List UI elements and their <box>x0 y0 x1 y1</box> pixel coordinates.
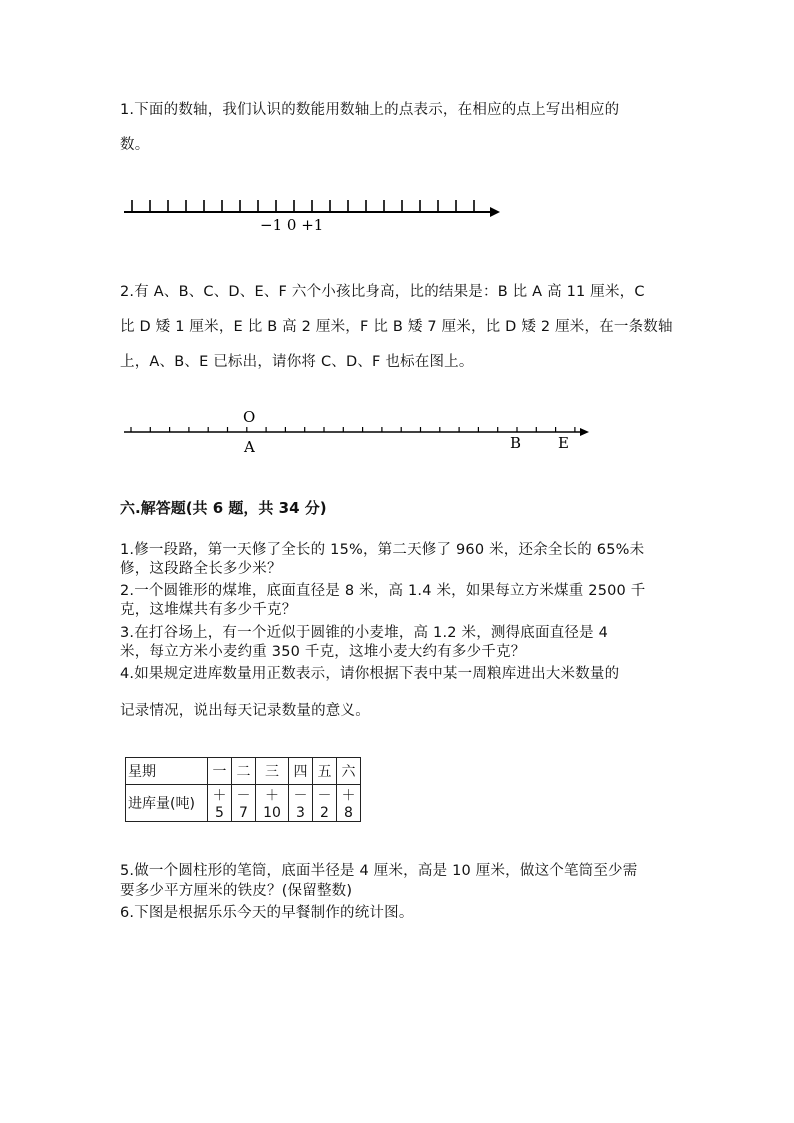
problem-1-line1: 1.修一段路，第一天修了全长的 15%，第二天修了 960 米，还余全长的 65%未 <box>120 542 645 558</box>
number-line-1 <box>118 193 508 238</box>
problem-5-line2: 要多少平方厘米的铁皮？(保留整数) <box>120 883 353 899</box>
table-value-cell: －3 <box>289 785 313 822</box>
table-value-cell: ＋8 <box>337 785 361 822</box>
table-day-cell: 五 <box>313 758 337 785</box>
problem-6-line1: 6.下图是根据乐乐今天的早餐制作的统计图。 <box>120 905 414 921</box>
problem-5-line1: 5.做一个圆柱形的笔筒，底面半径是 4 厘米，高是 10 厘米，做这个笔筒至少需 <box>120 863 638 879</box>
number-line-1-arrow <box>490 207 500 217</box>
q1-text-line2: 数。 <box>120 137 150 153</box>
problem-1-line2: 修，这段路全长多少米？ <box>120 561 282 577</box>
q1-text-line1: 1.下面的数轴，我们认识的数能用数轴上的点表示，在相应的点上写出相应的 <box>120 102 620 118</box>
q2-text-line3: 上，A、B、E 已标出，请你将 C、D、F 也标在图上。 <box>120 354 474 370</box>
number-line-1-ticks <box>132 200 474 212</box>
table-day-cell: 六 <box>337 758 361 785</box>
table-day-cell: 四 <box>289 758 313 785</box>
point-e-label: E <box>558 434 569 452</box>
number-line-1-label: −1 0 +1 <box>260 216 324 234</box>
grain-record-table <box>125 757 361 822</box>
table-value-cell: －2 <box>313 785 337 822</box>
q2-text-line2: 比 D 矮 1 厘米，E 比 B 高 2 厘米，F 比 B 矮 7 厘米，比 D 矮 2 厘米，在一条数轴 <box>120 319 673 335</box>
table-value-cell: ＋10 <box>256 785 289 822</box>
problem-2-line2: 克，这堆煤共有多少千克？ <box>120 602 297 618</box>
problem-3-line2: 米，每立方米小麦约重 350 千克，这堆小麦大约有多少千克？ <box>120 644 526 660</box>
table-row-values <box>126 785 361 822</box>
problem-3-line1: 3.在打谷场上，有一个近似于圆锥的小麦堆，高 1.2 米，测得底面直径是 4 <box>120 625 609 641</box>
number-line-2-arrow <box>580 428 589 436</box>
table-day-cell: 一 <box>208 758 232 785</box>
number-line-2 <box>118 402 598 462</box>
problem-4-line1: 4.如果规定进库数量用正数表示，请你根据下表中某一周粮库进出大米数量的 <box>120 666 620 682</box>
table-header-weekday: 星期 <box>126 758 208 785</box>
table-value-cell: －7 <box>232 785 256 822</box>
table-row-days <box>126 758 361 785</box>
point-a-label: A <box>244 438 255 456</box>
problem-4-line2: 记录情况，说出每天记录数量的意义。 <box>120 703 370 719</box>
problem-2-line1: 2.一个圆锥形的煤堆，底面直径是 8 米，高 1.4 米，如果每立方米煤重 2500 千 <box>120 583 646 599</box>
point-b-label: B <box>510 434 522 452</box>
section-heading: 六.解答题(共 6 题，共 34 分) <box>120 499 327 517</box>
table-value-cell: ＋5 <box>208 785 232 822</box>
point-o-label: O <box>243 408 256 426</box>
q2-text-line1: 2.有 A、B、C、D、E、F 六个小孩比身高，比的结果是：B 比 A 高 11 厘米，C <box>120 284 645 300</box>
table-day-cell: 三 <box>256 758 289 785</box>
table-day-cell: 二 <box>232 758 256 785</box>
table-header-quantity: 进库量(吨) <box>126 785 208 822</box>
